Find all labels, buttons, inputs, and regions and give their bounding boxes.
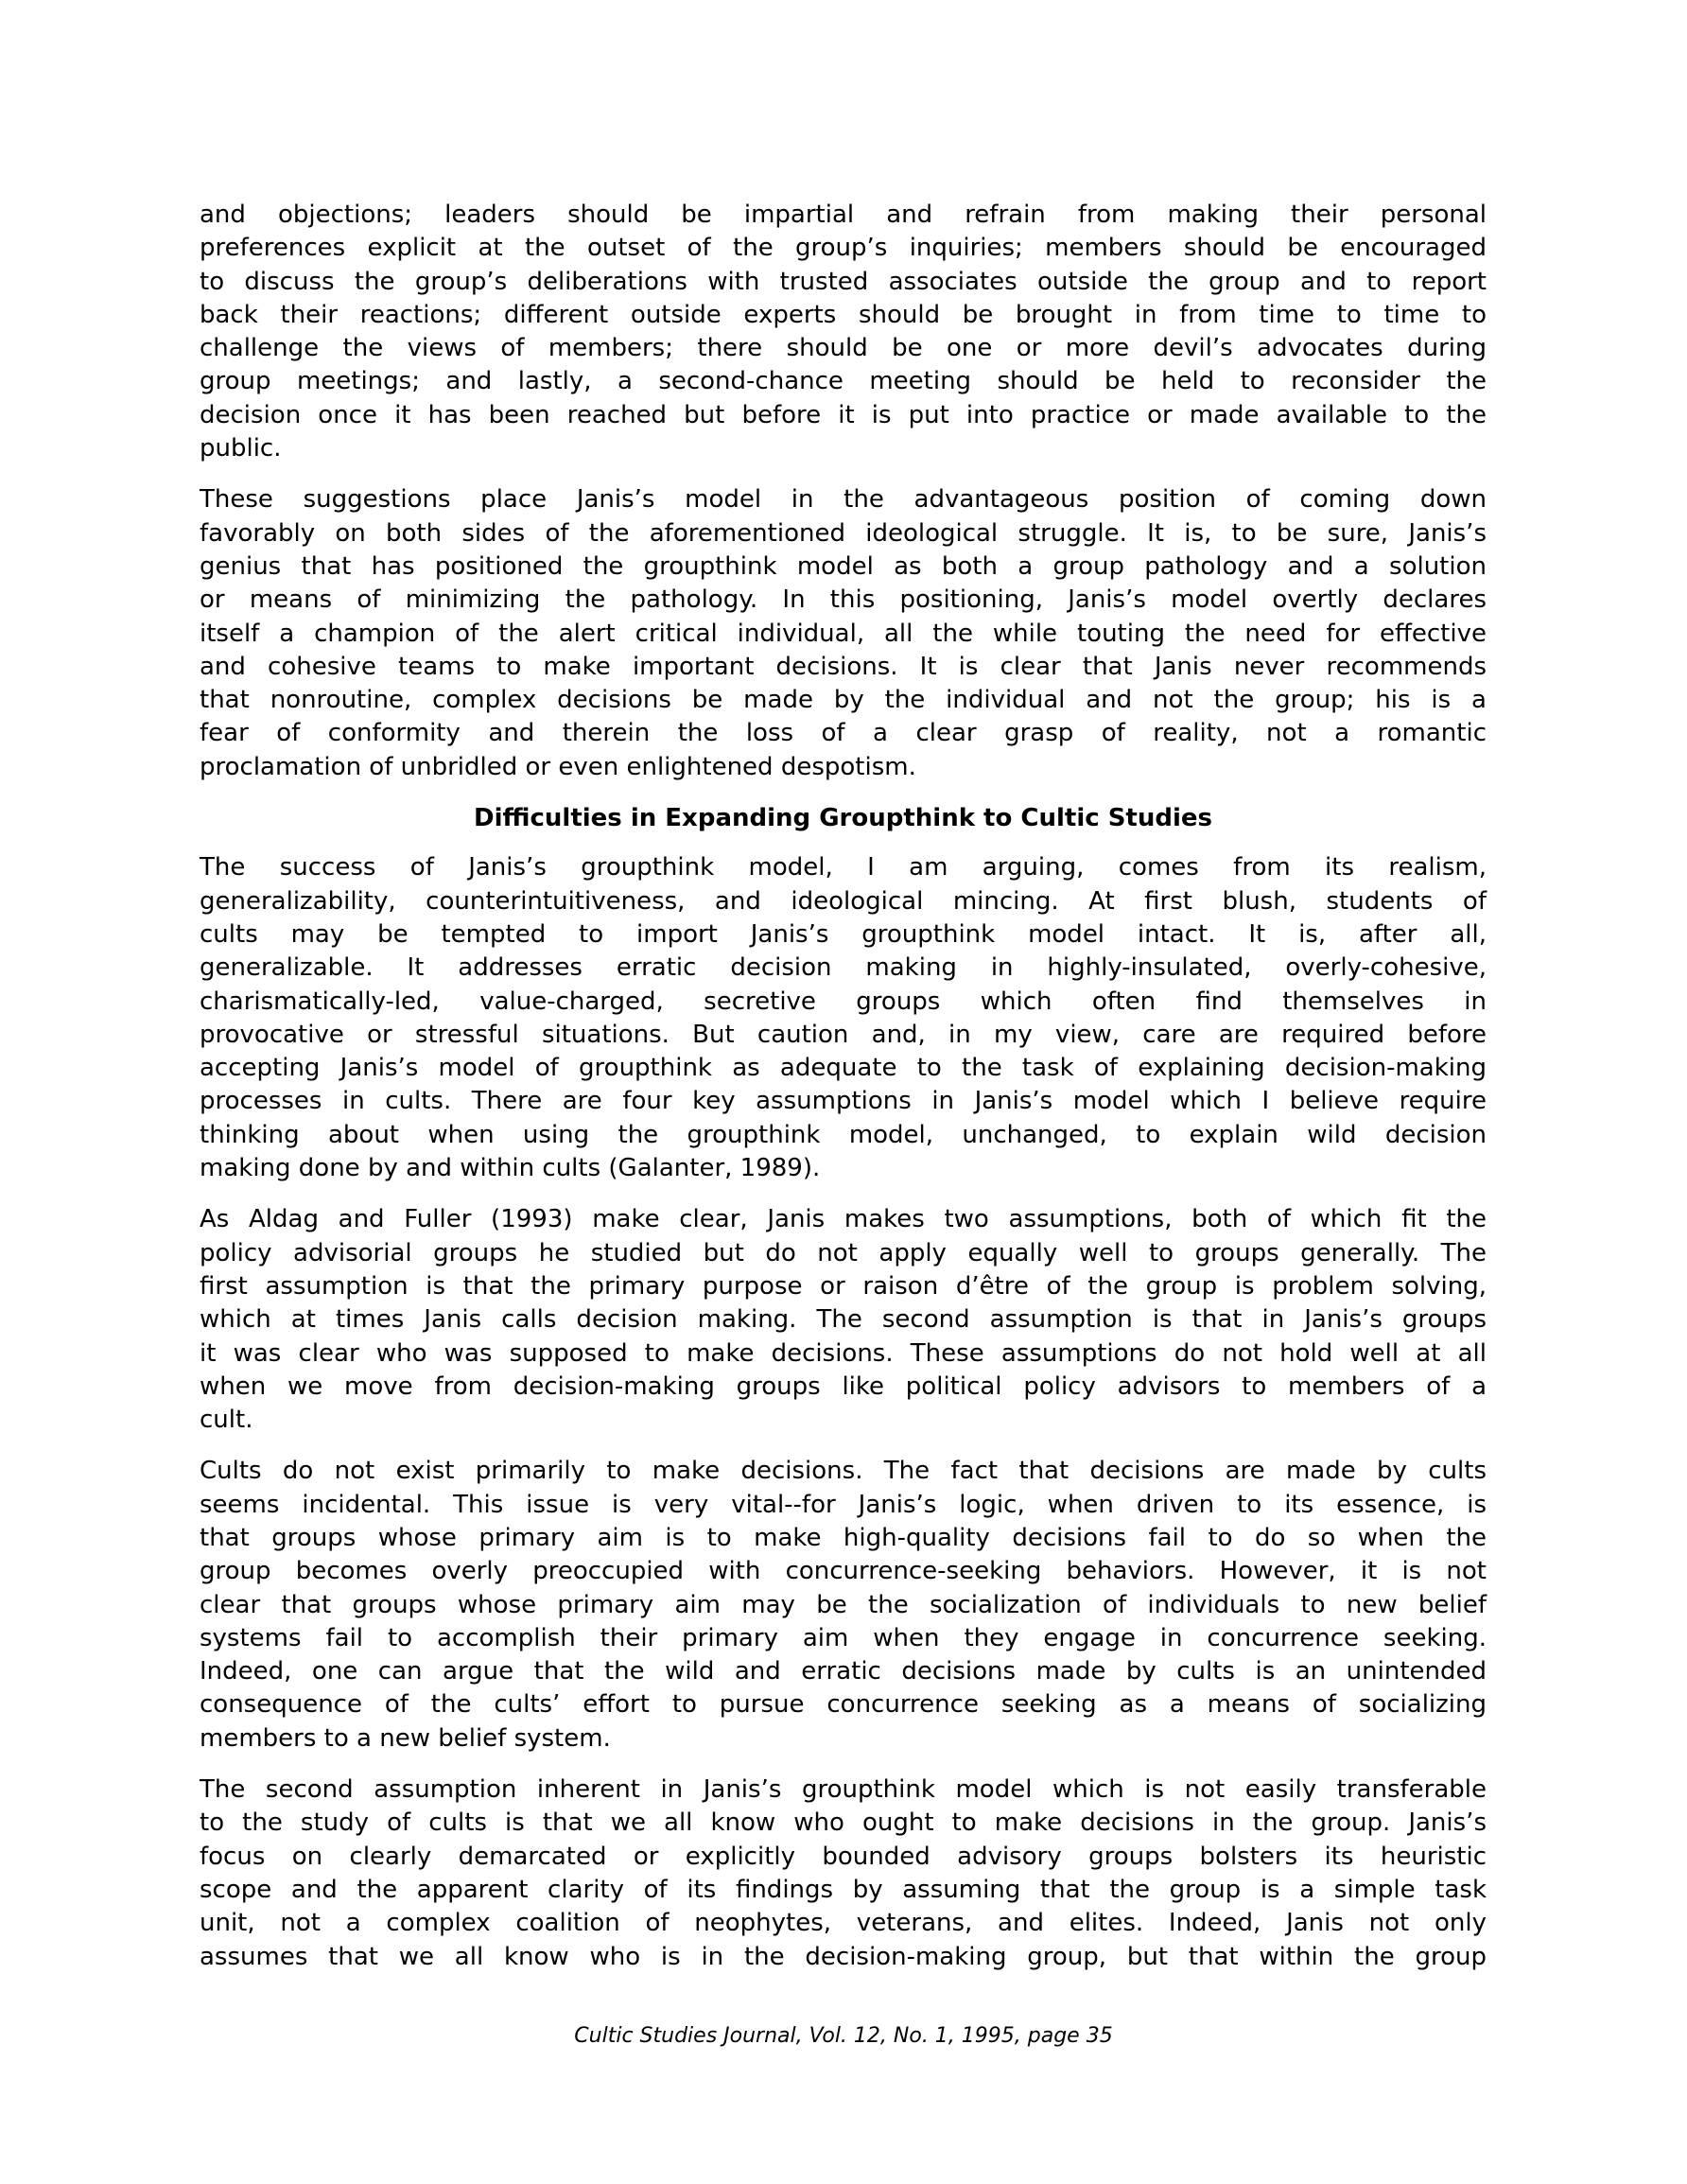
paragraph-cults-decisions <box>200 1455 1487 1756</box>
text-line: and objections; leaders should be impartial and refrain from making their personal <box>200 201 1487 229</box>
text-line: consequence of the cults’ effort to pursue concurrence seeking as a means of socializing <box>200 1690 1487 1720</box>
text-line: The success of Janis’s groupthink model, I am arguing, comes from its realism, <box>200 853 1487 882</box>
text-line: cult. <box>200 1406 253 1435</box>
text-line: and cohesive teams to make important decisions. It is clear that Janis never recommends <box>200 652 1487 681</box>
text-line: making done by and within cults (Galanter, 1989). <box>200 1154 821 1183</box>
text-line: policy advisorial groups he studied but do not apply equally well to groups generally. The <box>200 1238 1487 1267</box>
text-line: that nonroutine, complex decisions be made by the individual and not the group; his is a <box>200 686 1487 715</box>
text-line: to discuss the group’s deliberations with trusted associates outside the group and to report <box>200 267 1487 296</box>
text-line: clear that groups whose primary aim may be the socialization of individuals to new belief <box>200 1590 1487 1619</box>
text-line: first assumption is that the primary purpose or raison d’être of the group is problem solving, <box>200 1271 1487 1301</box>
text-line: These suggestions place Janis’s model in the advantageous position of coming down <box>200 485 1487 515</box>
text-line: As Aldag and Fuller (1993) make clear, Janis makes two assumptions, both of which fit the <box>200 1205 1487 1234</box>
text-line: group becomes overly preoccupied with concurrence-seeking behaviors. However, it is not <box>200 1557 1487 1586</box>
paragraph-janis-positioning <box>200 483 1487 784</box>
paragraph-success-of-model <box>200 851 1487 1185</box>
text-line: favorably on both sides of the aforementioned ideological struggle. It is, to be sure, Janis’s <box>200 518 1487 548</box>
text-line: assumes that we all know who is in the decision-making group, but that within the group <box>200 1942 1487 1971</box>
text-line: Indeed, one can argue that the wild and erratic decisions made by cults is an unintended <box>200 1657 1487 1686</box>
text-line: group meetings; and lastly, a second-chance meeting should be held to reconsider the <box>200 367 1487 396</box>
text-line: which at times Janis calls decision making. The second assumption is that in Janis’s groups <box>200 1305 1487 1335</box>
text-line: fear of conformity and therein the loss of a clear grasp of reality, not a romantic <box>200 719 1487 748</box>
text-line: focus on clearly demarcated or explicitly bounded advisory groups bolsters its heuristic <box>200 1842 1487 1871</box>
text-line: or means of minimizing the pathology. In this positioning, Janis’s model overtly declares <box>200 585 1487 615</box>
page-footer-citation: Cultic Studies Journal, Vol. 12, No. 1, 1995, page 35 <box>574 2024 1113 2048</box>
text-line: back their reactions; different outside experts should be brought in from time to time to <box>200 300 1487 329</box>
text-line: public. <box>200 434 282 463</box>
text-line: scope and the apparent clarity of its findings by assuming that the group is a simple task <box>200 1875 1487 1904</box>
paragraph-groupthink-remedies <box>200 199 1487 465</box>
text-line: it was clear who was supposed to make decisions. These assumptions do not hold well at all <box>200 1338 1487 1368</box>
text-line: cults may be tempted to import Janis’s groupthink model intact. It is, after all, <box>200 919 1487 949</box>
text-line: genius that has positioned the groupthink model as both a group pathology and a solution <box>200 551 1487 581</box>
text-line: provocative or stressful situations. But caution and, in my view, care are required before <box>200 1020 1487 1049</box>
text-line: generalizability, counterintuitiveness, and ideological mincing. At first blush, students of <box>200 886 1487 916</box>
text-line: seems incidental. This issue is very vital--for Janis’s logic, when driven to its essence, is <box>200 1490 1487 1519</box>
section-heading: Difficulties in Expanding Groupthink to Cultic Studies <box>474 804 1212 833</box>
text-line: accepting Janis’s model of groupthink as adequate to the task of explaining decision-making <box>200 1054 1487 1083</box>
text-line: unit, not a complex coalition of neophytes, veterans, and elites. Indeed, Janis not only <box>200 1909 1487 1938</box>
text-line: The second assumption inherent in Janis’s groupthink model which is not easily transferable <box>200 1775 1487 1805</box>
text-line: preferences explicit at the outset of the group’s inquiries; members should be encouraged <box>200 234 1487 263</box>
paragraph-aldag-fuller <box>200 1203 1487 1437</box>
page-body <box>200 199 1487 1992</box>
text-line: to the study of cults is that we all know who ought to make decisions in the group. Janis’s <box>200 1808 1487 1838</box>
text-line: itself a champion of the alert critical individual, all the while touting the need for effective <box>200 619 1487 648</box>
text-line: processes in cults. There are four key assumptions in Janis’s model which I believe require <box>200 1087 1487 1116</box>
text-line: charismatically-led, value-charged, secretive groups which often find themselves in <box>200 987 1487 1016</box>
text-line: thinking about when using the groupthink model, unchanged, to explain wild decision <box>200 1120 1487 1149</box>
text-line: generalizable. It addresses erratic decision making in highly-insulated, overly-cohesive, <box>200 953 1487 983</box>
paragraph-second-assumption <box>200 1773 1487 1974</box>
text-line: members to a new belief system. <box>200 1723 611 1753</box>
text-line: when we move from decision-making groups like political policy advisors to members of a <box>200 1372 1487 1401</box>
text-line: Cults do not exist primarily to make decisions. The fact that decisions are made by cults <box>200 1457 1487 1486</box>
text-line: proclamation of unbridled or even enlightened despotism. <box>200 752 916 781</box>
text-line: challenge the views of members; there should be one or more devil’s advocates during <box>200 334 1487 363</box>
text-line: that groups whose primary aim is to make high-quality decisions fail to do so when the <box>200 1523 1487 1552</box>
text-line: decision once it has been reached but before it is put into practice or made available to the <box>200 400 1487 429</box>
text-line: systems fail to accomplish their primary aim when they engage in concurrence seeking. <box>200 1623 1487 1652</box>
